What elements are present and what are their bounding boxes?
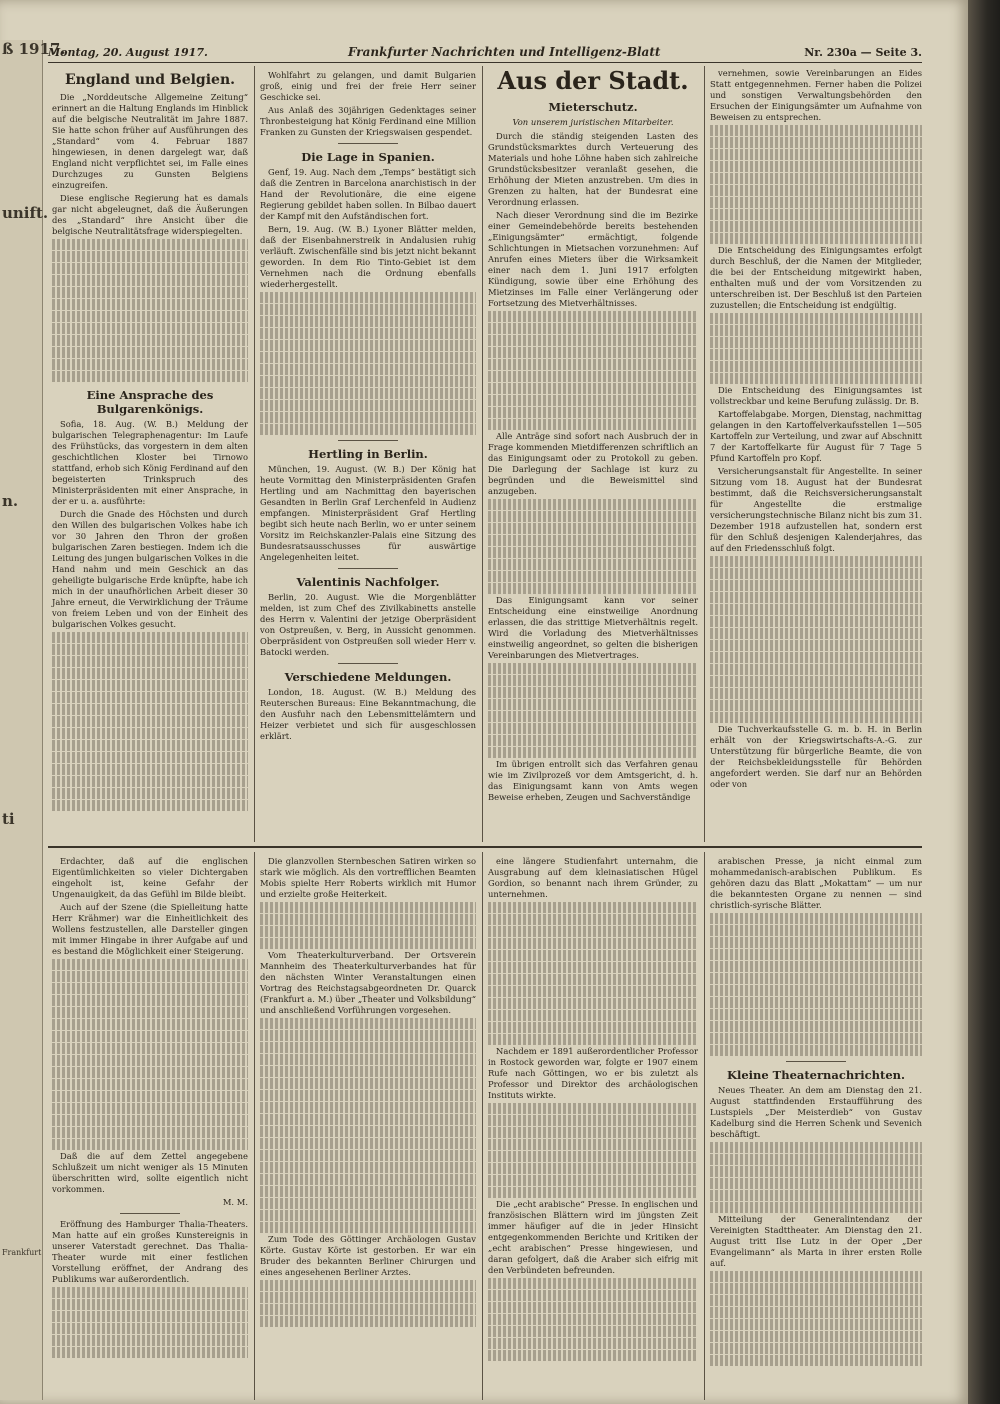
edge-fragment-2: n. xyxy=(2,492,19,510)
headline-kleine-theaternachrichten: Kleine Theaternachrichten. xyxy=(726,1068,906,1082)
feuilleton-column-1 xyxy=(52,856,248,1396)
previous-page-edge xyxy=(0,40,66,1400)
article-paragraph: Im übrigen entrollt sich das Verfahren genau wie im Zivilprozeß vor dem Amtsgericht, d. h. das Einigungsamt kann von Amts wegen Beweise erheben, Zeugen und Sachverständige xyxy=(488,759,698,802)
article-paragraph: Diese englische Regierung hat es damals gar nicht abgeleugnet, daß die Äußerungen des „Standard“ ihre Ansicht über die belgische Neutralitätsfrage widerspiegelten. xyxy=(52,193,248,236)
article-paragraph: arabischen Presse, ja nicht einmal zum mohammedanisch-arabischen Publikum. Es gehören dazu das Blatt „Mokattam“ — um nur die bekanntesten Organe zu nennen — sind christlich-syrische Blätter. xyxy=(710,856,922,910)
byline: Von unserem juristischen Mitarbeiter. xyxy=(512,117,674,127)
edge-fragment-top: ß 1917. xyxy=(2,40,66,58)
article-paragraph: Die glanzvollen Sternbeschen Satiren wirken so stark wie möglich. Als den vortrefflichen Beamten Mobis spielte Herr Roberts wirklich mit Humor und erzielte große Heiterkeit. xyxy=(260,856,476,899)
masthead xyxy=(48,44,922,63)
article-paragraph: Berlin, 20. August. Wie die Morgenblätter melden, ist zum Chef des Zivilkabinetts anstelle des Herrn v. Valentini der jetzige Oberpräsident von Ostpreußen, v. Berg, in Aussicht genommen. Oberpräsident von Ostpreußen soll wieder Herr v. Batocki werden. xyxy=(260,592,476,657)
newspaper-title: Frankfurter Nachrichten und Intelligenz-Blatt xyxy=(348,45,661,59)
column-rule xyxy=(254,66,255,842)
article-paragraph: Bern, 19. Aug. (W. B.) Lyoner Blätter melden, daß der Eisenbahnerstreik in Andalusien ruhig verläuft. Zwischenfälle sind bis jetzt nicht bekannt geworden. In dem Rio Tinto-Gebiet ist dem Vernehmen nach die Ordnung ebenfalls wiederhergestellt. xyxy=(260,224,476,289)
headline-bulgarenkoenig: Eine Ansprache des Bulgarenkönigs. xyxy=(86,388,214,416)
article-paragraph: Alle Anträge sind sofort nach Ausbruch der in Frage kommenden Mietdifferenzen schriftlich an das Einigungsamt oder zu Protokoll zu geben. Die Darlegung der Sachlage ist kurz zu begründen und die Beweismittel sind anzugeben. xyxy=(488,431,698,496)
article-paragraph: Sofia, 18. Aug. (W. B.) Meldung der bulgarischen Telegraphenagentur: Im Laufe des Frühstücks, das vorgestern in dem alten geschichtlichen Kloster bei Tirnowo stattfand, erhob sich König Ferdinand auf den begeisterten Trinkspruch des Ministerpräsidenten mit einer Ansprache, in der er u. a. ausführte: xyxy=(52,419,248,506)
column-rule xyxy=(704,66,705,842)
column-rule xyxy=(704,852,705,1400)
article-paragraph: Genf, 19. Aug. Nach dem „Temps“ bestätigt sich daß die Zentren in Barcelona anarchistisch in der Hand der Revolutionäre, die eine eigene Regierung gebildet haben sollen. In Bilbao dauert der Kampf mit den Aufständischen fort. xyxy=(260,167,476,221)
article-paragraph: Vom Theaterkulturverband. Der Ortsverein Mannheim des Theaterkulturverbandes hat für den nächsten Winter Veranstaltungen einen Vortrag des Reichstagsabgeordneten Dr. Quarck (Frankfurt a. M.) über „Theater und Volksbildung“ und anschließend Vorführungen vorgesehen. xyxy=(260,950,476,1015)
headline-verschiedene-meldungen: Verschiedene Meldungen. xyxy=(284,670,452,684)
column-rule xyxy=(482,852,483,1400)
article-paragraph: München, 19. August. (W. B.) Der König hat heute Vormittag den Ministerpräsidenten Grafen Hertling und am Nachmittag den bayerischen Gesandten in Berlin Graf Lerchenfeld in Audienz empfangen. Ministerpräsident Graf Hertling begibt sich heute nach Berlin, wo er unter seinem Vorsitz im Reichskanzler-Palais eine Sitzung des Bundesratsausschusses für auswärtige Angelegenheiten leitet. xyxy=(260,464,476,562)
article-paragraph: Die Entscheidung des Einigungsamtes erfolgt durch Beschluß, der die Namen der Mitglieder, die bei der Entscheidung mitgewirkt haben, enthalten muß und der vom Vorsitzenden zu unterschreiben ist. Der Beschluß ist den Parteien zuzustellen; die Entscheidung ist endgültig. xyxy=(710,245,922,310)
column-england-belgien xyxy=(52,70,248,842)
article-paragraph: Eröffnung des Hamburger Thalia-Theaters. Man hatte auf ein großes Kunstereignis in unserer Vaterstadt gerechnet. Das Thalia-Theater wurde mit einer festlichen Vorstellung eröffnet, der Andrang des Publikums war außerordentlich. xyxy=(52,1219,248,1284)
section-divider xyxy=(48,846,922,848)
issue-date: Montag, 20. August 1917. xyxy=(48,46,208,59)
article-paragraph: Die Entscheidung des Einigungsamtes ist vollstreckbar und keine Berufung zulässig. Dr. B. xyxy=(710,385,922,406)
article-paragraph: vernehmen, sowie Vereinbarungen an Eides Statt entgegennehmen. Ferner haben die Polizei und sonstigen Verwaltungsbehörden den Ersuchen der Einigungsämter um Aufnahme von Beweisen zu entsprechen. xyxy=(710,68,922,122)
article-paragraph: Durch die ständig steigenden Lasten des Grundstücksmarktes durch Verteuerung des Materials und hohe Löhne haben sich zahlreiche Grundstücksbesitzer veranlaßt gesehen, die Erhöhung der Mieten anzustreben. Um dies in Grenzen zu halten, hat der Bundesrat eine Verordnung erlassen. xyxy=(488,131,698,207)
feuilleton-column-4 xyxy=(710,856,922,1396)
column-stadt-notizen xyxy=(710,68,922,842)
article-paragraph: Versicherungsanstalt für Angestellte. In seiner Sitzung vom 18. August hat der Bundesrat bestimmt, daß die Reichsversicherungsanstalt für Angestellte die erstmalige versicherungstechnische Bilanz nicht bis zum 31. Dezember 1918 aufzustellen hat, sondern erst für den Schluß desjenigen Kalenderjahres, das auf den Friedensschluß folgt. xyxy=(710,466,922,553)
article-paragraph: Die Tuchverkaufsstelle G. m. b. H. in Berlin erhält von der Kriegswirtschafts-A.-G. zur Unterstützung für bürgerliche Beamte, die von der Reichsbekleidungsstelle für Behörden angefordert werden. Sie darf nur an Behörden oder von xyxy=(710,724,922,789)
column-spanien-hertling xyxy=(260,70,476,842)
article-paragraph: Daß die auf dem Zettel angegebene Schlußzeit um nicht weniger als 15 Minuten überschritten wird, sollte eigentlich nicht vorkommen. xyxy=(52,1151,248,1194)
article-paragraph: Mitteilung der Generalintendanz der Vereinigten Stadttheater. Am Dienstag den 21. August tritt Ilse Lutz in der Oper „Der Evangelimann“ als Marta in ihrer ersten Rolle auf. xyxy=(710,1214,922,1268)
article-paragraph: Erdachter, daß auf die englischen Eigentümlichkeiten so vieler Dichtergaben eingeholt ist, keine Gefahr der Ungenauigkeit, da das Gefühl im Bilde bleibt. xyxy=(52,856,248,899)
edge-fragment xyxy=(2,64,42,74)
column-aus-der-stadt xyxy=(488,68,698,842)
author-signature: M. M. xyxy=(222,1197,248,1207)
feuilleton-column-3 xyxy=(488,856,698,1396)
article-paragraph: Neues Theater. An dem am Dienstag den 21. August stattfindenden Erstaufführung des Lustspiels „Der Meisterdieb“ von Gustav Kadelburg sind die Herren Schenk und Sevenich beschäftigt. xyxy=(710,1085,922,1139)
article-paragraph: Wohlfahrt zu gelangen, und damit Bulgarien groß, einig und frei der freie Herr seiner Geschicke sei. xyxy=(260,70,476,102)
article-paragraph: Aus Anlaß des 30jährigen Gedenktages seiner Thronbesteigung hat König Ferdinand eine Million Franken zu Gunsten der Kriegswaisen gespendet. xyxy=(260,105,476,137)
edge-fragment-1: unift. xyxy=(2,204,49,222)
headline-lage-spanien: Die Lage in Spanien. xyxy=(301,150,435,164)
article-paragraph: Das Einigungsamt kann vor seiner Entscheidung eine einstweilige Anordnung erlassen, die das strittige Mietverhältnis regelt. Wird die Vorladung des Mietverhältnisses einstweilig angeordnet, so gelten die bisherigen Vereinbarungen des Mietvertrages. xyxy=(488,595,698,660)
headline-valentini: Valentinis Nachfolger. xyxy=(296,575,440,589)
column-rule xyxy=(254,852,255,1400)
feuilleton-column-2 xyxy=(260,856,476,1396)
column-rule xyxy=(482,66,483,842)
headline-england-belgien: England und Belgien. xyxy=(64,72,236,88)
article-paragraph: Nach dieser Verordnung sind die im Bezirke einer Gemeindebehörde bereits bestehenden „Einigungsämter“ ermächtigt, folgende Schlichtungen in Mietsachen vorzunehmen: Auf Anrufen eines Mieters über die Wirksamkeit einer nach dem 1. Juni 1917 erfolgten Kündigung, sowie über eine Erhöhung des Mietzinses im Falle einer Verlängerung oder Fortsetzung des Mietverhältnisses. xyxy=(488,210,698,308)
edge-fragment-3: ti xyxy=(2,810,15,828)
book-binding-edge xyxy=(968,0,1000,1404)
headline-mieterschutz: Mieterschutz. xyxy=(548,100,638,114)
article-paragraph: London, 18. August. (W. B.) Meldung des Reuterschen Bureaus: Eine Bekanntmachung, die den Ausfuhr nach den Lebensmittelämtern und Heizer verbietet und sich für ausgeschlossen erklärt. xyxy=(260,687,476,741)
article-paragraph: Nachdem er 1891 außerordentlicher Professor in Rostock geworden war, folgte er 1907 einem Rufe nach Göttingen, wo er bis zuletzt als Professor und Direktor des archäologischen Instituts wirkte. xyxy=(488,1046,698,1100)
article-paragraph: Die „Norddeutsche Allgemeine Zeitung“ erinnert an die Haltung Englands im Hinblick auf die belgische Neutralität im Jahre 1887. Sie hatte schon früher auf Ausführungen des „Standard“ vom 4. Februar 1887 hingewiesen, in denen dargelegt war, daß England nicht verpflichtet sei, im Falle eines Durchzuges zu Gunsten Belgiens einzugreifen. xyxy=(52,92,248,190)
headline-hertling-berlin: Hertling in Berlin. xyxy=(308,447,428,461)
article-paragraph: Durch die Gnade des Höchsten und durch den Willen des bulgarischen Volkes habe ich vor 30 Jahren den Thron der großen bulgarischen Zaren bestiegen. Indem ich die Leitung des jungen bulgarischen Volkes in die Hand nahm und mein Geschick an das geheiligte bulgarische Erde knüpfte, habe ich mich in der unaufhörlichen Arbeit dieser 30 Jahre erneut, die Verwirklichung der Träume von freiem Leben und von der Einheit des bulgarischen Volkes gesucht. xyxy=(52,509,248,629)
article-paragraph: Zum Tode des Göttinger Archäologen Gustav Körte. Gustav Körte ist gestorben. Er war ein Bruder des bekannten Berliner Chirurgen und eines angesehenen Berliner Arztes. xyxy=(260,1234,476,1277)
article-paragraph: Auch auf der Szene (die Spielleitung hatte Herr Krähmer) war die Einheitlichkeit des Wollens festzustellen, alle Darsteller gingen mit immer Hingabe in ihrer Aufgabe auf und es bestand die Möglichkeit einer Steigerung. xyxy=(52,902,248,956)
issue-page-number: Nr. 230a — Seite 3. xyxy=(804,46,922,59)
article-paragraph: eine längere Studienfahrt unternahm, die Ausgrabung auf dem kleinasiatischen Hügel Gordion, so benannt nach ihrem Gründer, zu unternehmen. xyxy=(488,856,698,899)
article-paragraph: Kartoffelabgabe. Morgen, Dienstag, nachmittag gelangen in den Kartoffelverkaufsstellen 1—505 Kartoffeln zur Verteilung, und zwar auf Abschnitt 7 der Kartoffelkarte für August für 7 Tage 5 Pfund Kartoffeln pro Kopf. xyxy=(710,409,922,463)
article-paragraph: Die „echt arabische“ Presse. In englischen und französischen Blättern wird im jüngsten Zeit immer häufiger auf die in jeder Hinsicht entgegenkommenden Berichte und Kritiken der „echt arabischen“ Presse hingewiesen, und daran gefolgert, daß die Araber sich eifrig mit den Verbündeten befreunden. xyxy=(488,1199,698,1275)
edge-fragment-4: Frankfurt xyxy=(2,1248,42,1257)
section-title-aus-der-stadt: Aus der Stadt. xyxy=(497,66,689,95)
